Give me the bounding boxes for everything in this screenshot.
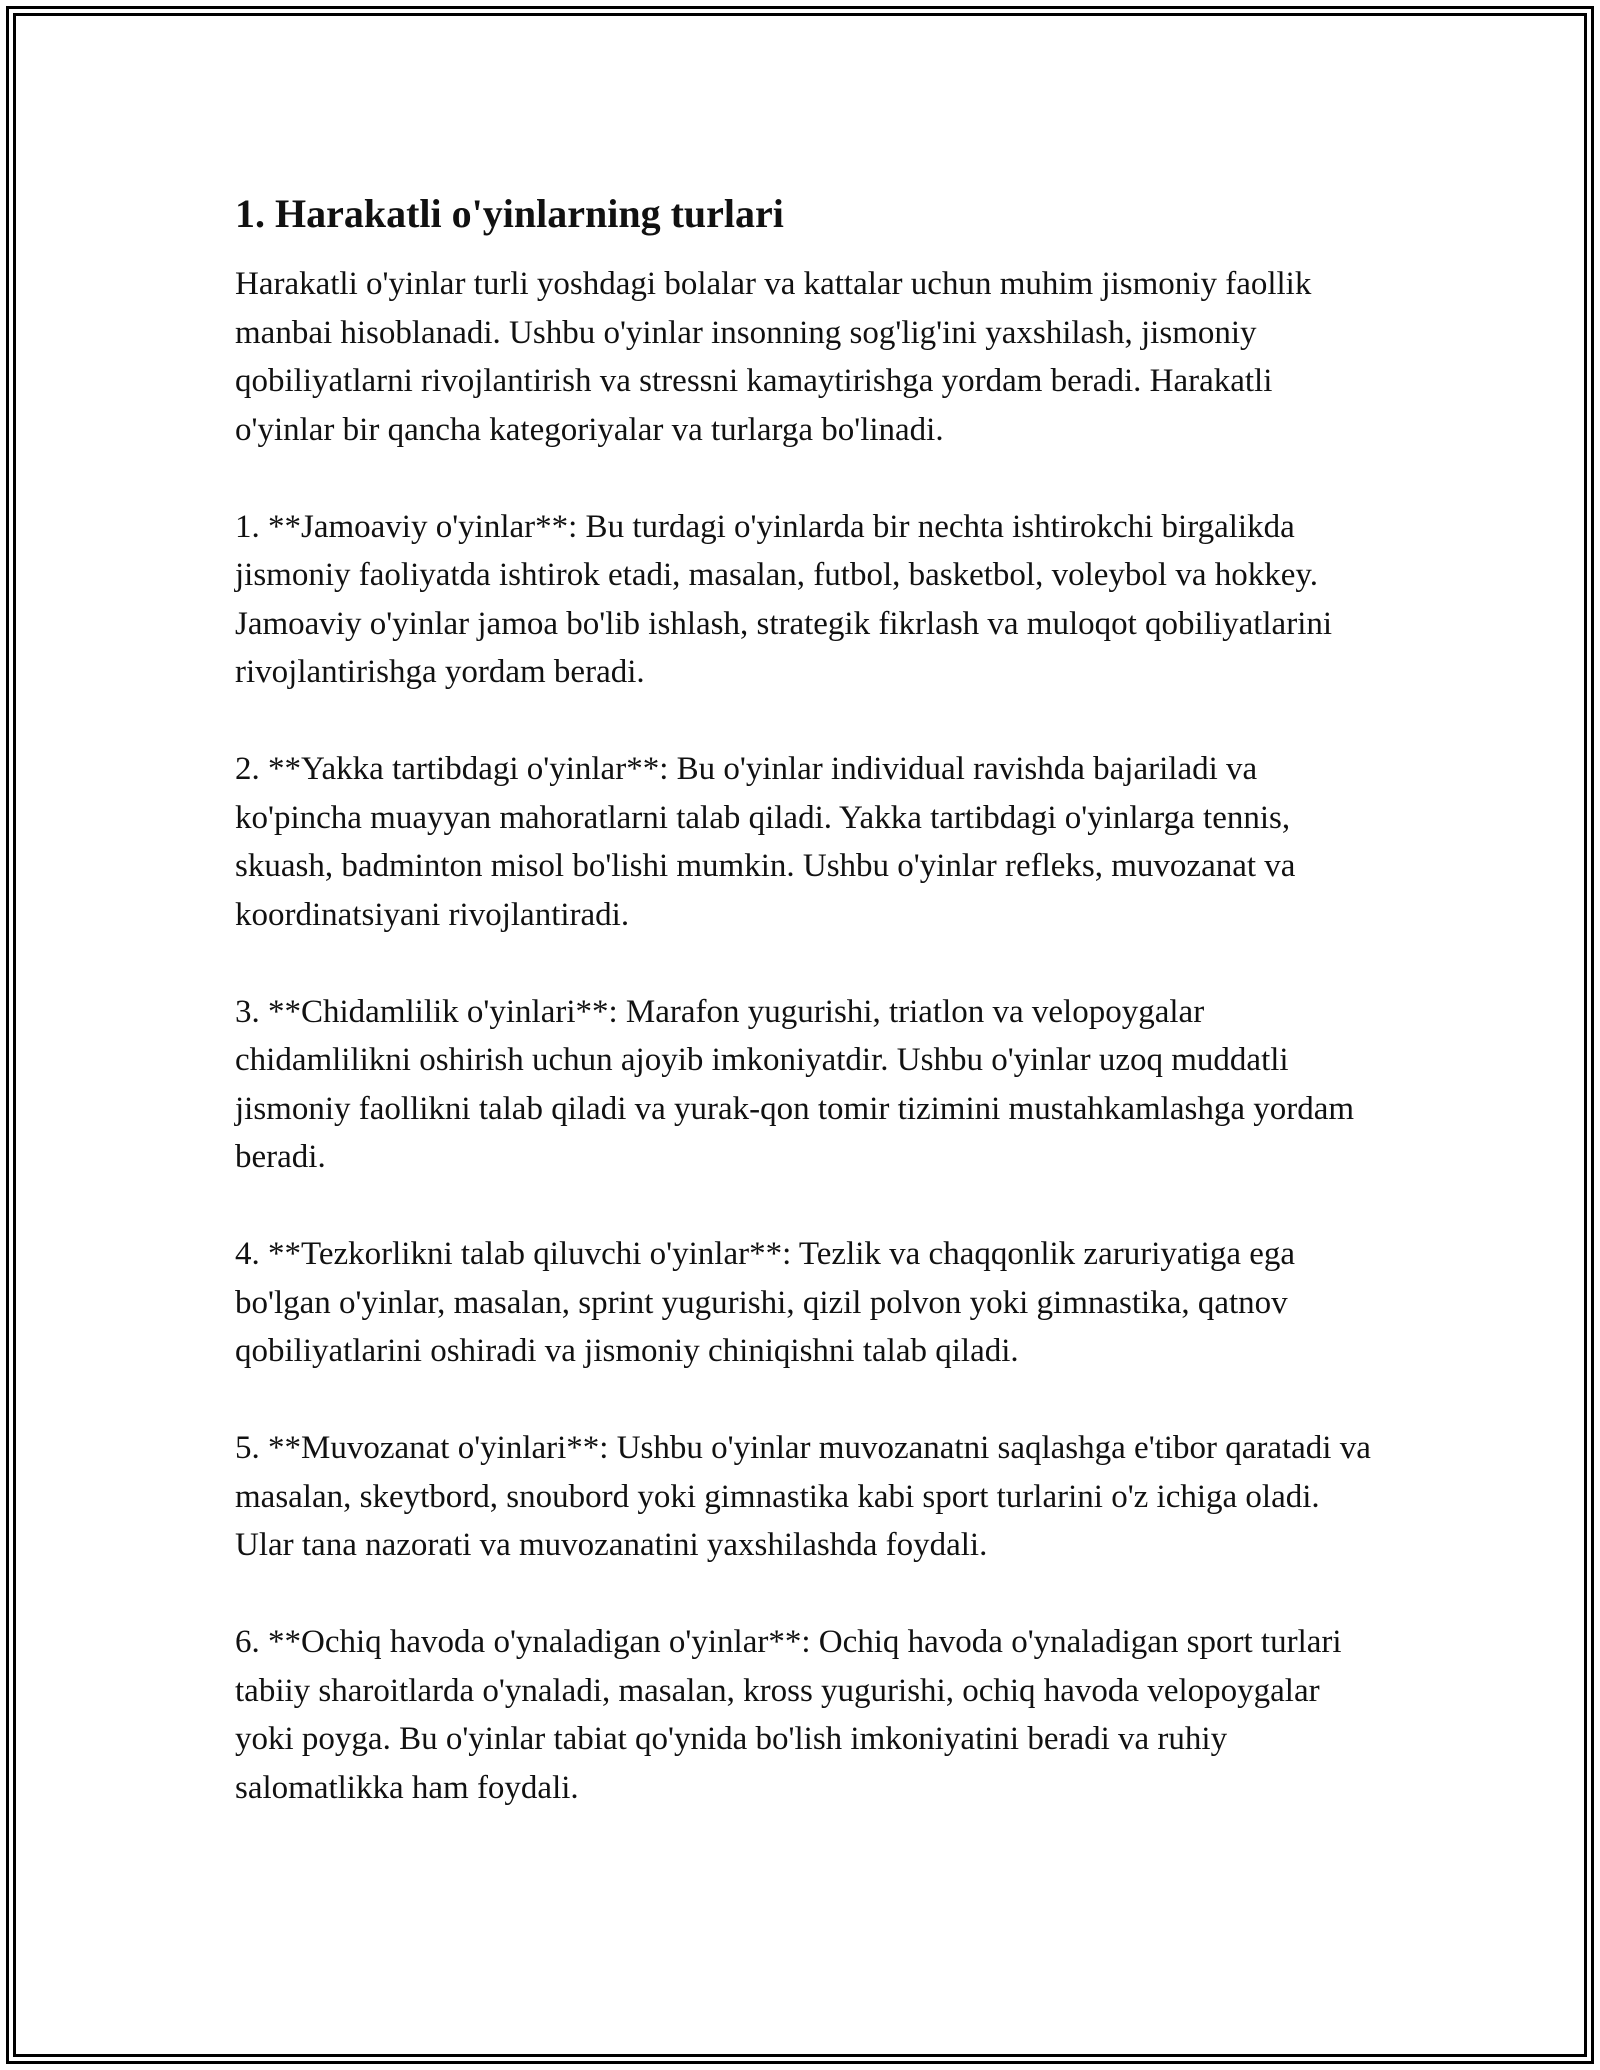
- list-item-individual-games: 2. **Yakka tartibdagi o'yinlar**: Bu o'yinlar individual ravishda bajariladi va ko'pincha muayyan mahoratlarni talab qiladi. Yakka tartibdagi o'yinlarga tennis, skuash, badminton misol bo'lishi mumkin. Ushbu o'yinlar refleks, muvozanat va koordinatsiyani rivojlantiradi.: [235, 751, 1296, 933]
- document-title: 1. Harakatli o'yinlarning turlari: [235, 191, 784, 236]
- list-item-endurance-games: 3. **Chidamlilik o'yinlari**: Marafon yugurishi, triatlon va velopoygalar chidamlilikni oshirish uchun ajoyib imkoniyatdir. Ushbu o'yinlar uzoq muddatli jismoniy faollikni talab qiladi va yurak-qon tomir tizimini mustahkamlashga yordam beradi.: [235, 993, 1355, 1175]
- list-item-balance-games: 5. **Muvozanat o'yinlari**: Ushbu o'yinlar muvozanatni saqlashga e'tibor qaratadi va masalan, skeytbord, snoubord yoki gimnastika kabi sport turlarini o'z ichiga oladi. Ular tana nazorati va muvozanatini yaxshilashda foydali.: [235, 1430, 1371, 1563]
- list-item-team-games: 1. **Jamoaviy o'yinlar**: Bu turdagi o'yinlarda bir nechta ishtirokchi birgalikda jismoniy faoliyatda ishtirok etadi, masalan, futbol, basketbol, voleybol va hokkey. Jamoaviy o'yinlar jamoa bo'lib ishlash, strategik fikrlash va muloqot qobiliyatlarini rivojlantirishga yordam beradi.: [235, 508, 1333, 690]
- list-item-speed-games: 4. **Tezkorlikni talab qiluvchi o'yinlar**: Tezlik va chaqqonlik zaruriyatiga ega bo'lgan o'yinlar, masalan, sprint yugurishi, qizil polvon yoki gimnastika, qatnov qobiliyatlarini oshiradi va jismoniy chiniqishni talab qiladi.: [235, 1236, 1296, 1369]
- list-item-outdoor-games: 6. **Ochiq havoda o'ynaladigan o'yinlar**: Ochiq havoda o'ynaladigan sport turlari tabiiy sharoitlarda o'ynaladi, masalan, kross yugurishi, ochiq havoda velopoygalar yoki poyga. Bu o'yinlar tabiat qo'ynida bo'lish imkoniyatini beradi va ruhiy salomatlikka ham foydali.: [235, 1624, 1342, 1806]
- intro-paragraph: Harakatli o'yinlar turli yoshdagi bolalar va kattalar uchun muhim jismoniy faollik manbai hisoblanadi. Ushbu o'yinlar insonning sog'lig'ini yaxshilash, jismoniy qobiliyatlarni rivojlantirish va stressni kamaytirishga yordam beradi. Harakatli o'yinlar bir qancha kategoriyalar va turlarga bo'linadi.: [235, 266, 1312, 448]
- document-body: [235, 186, 1375, 1861]
